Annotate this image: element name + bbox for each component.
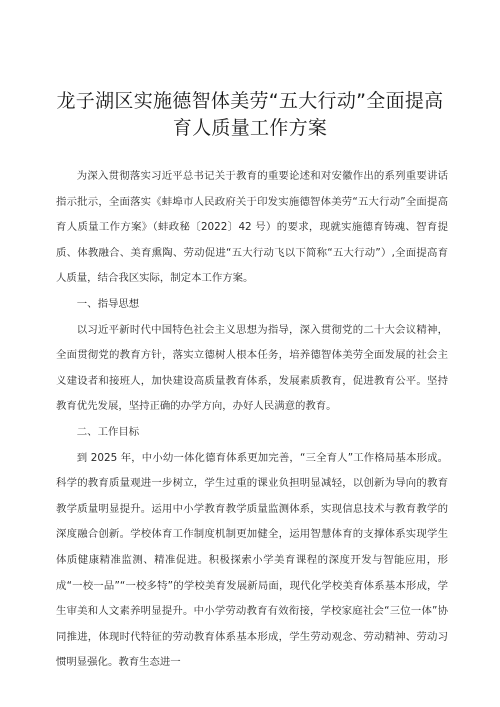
document-body [56, 164, 448, 676]
work-goals-paragraph: 到 2025 年，中小幼一体化德育体系更加完善，“三全育人”工作格局基本形成。科学的教育质量观进一步树立，学生过重的课业负担明显减轻，以创新为导向的教育教学质量明显提升。运用中小学教育教学质量监测体系，实现信息技术与教育教学的深度融合创新。学校体育工作制度机制更加健全，运用智慧体育的支撑体系实现学生体质健康精准监测、精准促进。积极探索小学美育课程的深度开发与智能应用，形成“一校一品”“一校多特”的学校美育发展新局面，现代化学校美育体系基本形成，学生审美和人文素养明显提升。中小学劳动教育有效衔接，学校家庭社会“三位一体”协同推进，体现时代特征的劳动教育体系基本形成，学生劳动观念、劳动精神、劳动习惯明显强化。教育生态进一 [56, 451, 448, 669]
section-heading-work-goals: 二、工作目标 [76, 425, 140, 438]
title-line-1: 龙子湖区实施德智体美劳“五大行动”全面提高 [56, 90, 444, 112]
title-line-2: 育人质量工作方案 [172, 117, 328, 139]
guiding-ideology-paragraph: 以习近平新时代中国特色社会主义思想为指导，深入贯彻党的二十大会议精神，全面贯彻党的教育方针，落实立德树人根本任务，培养德智体美劳全面发展的社会主义建设者和接班人，加快建设高质量教育体系，发展素质教育，促进教育公平。坚持教育优先发展，坚持正确的办学方向，办好人民满意的教育。 [56, 323, 448, 413]
section-heading-guiding-ideology: 一、指导思想 [76, 297, 140, 310]
document-title [40, 88, 460, 142]
intro-paragraph: 为深入贯彻落实习近平总书记关于教育的重要论述和对安徽作出的系列重要讲话指示批示，全面落实《蚌埠市人民政府关于印发实施德智体美劳“五大行动”全面提高育人质量工作方案》（蚌政秘〔2022〕42 号）的要求，现就实施德育铸魂、智育提质、体教融合、美育熏陶、劳动促进“五大行动飞以下简称“五大行动”）,全面提高育人质量，结合我区实际，制定本工作方案。 [56, 170, 448, 285]
